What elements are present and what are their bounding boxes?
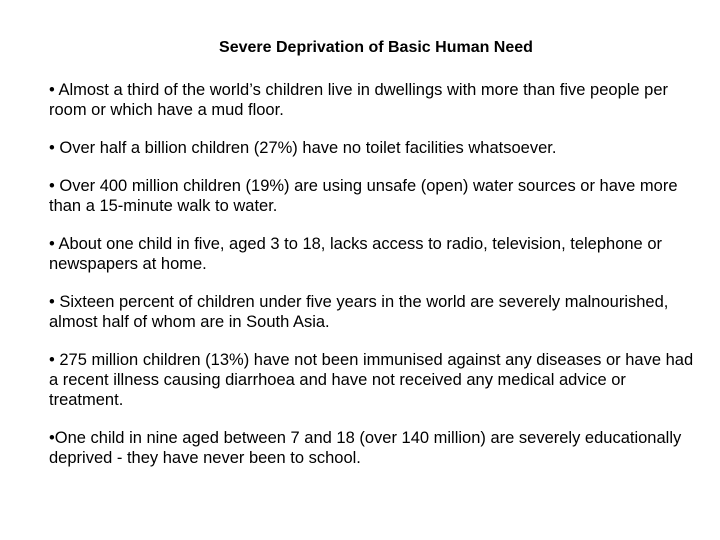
bullet-item-dwellings: • Almost a third of the world’s children live in dwellings with more than five people per room or which have a mud floor. bbox=[49, 81, 669, 119]
slide-title: Severe Deprivation of Basic Human Need bbox=[219, 39, 533, 56]
bullet-list bbox=[49, 80, 699, 486]
bullet-item-education: •One child in nine aged between 7 and 18 (over 140 million) are severely educationally deprived - they have never been to school. bbox=[49, 429, 682, 467]
bullet-item-malnourished: • Sixteen percent of children under five years in the world are severely malnourished, almost half of whom are in South Asia. bbox=[49, 293, 669, 331]
bullet-item-health: • 275 million children (13%) have not been immunised against any diseases or have had a recent illness causing diarrhoea and have not received any medical advice or treatment. bbox=[49, 351, 694, 409]
bullet-item-information: • About one child in five, aged 3 to 18, lacks access to radio, television, telephone or newspapers at home. bbox=[49, 235, 662, 273]
bullet-item-toilets: • Over half a billion children (27%) have no toilet facilities whatsoever. bbox=[49, 139, 557, 157]
bullet-item-water: • Over 400 million children (19%) are using unsafe (open) water sources or have more than a 15-minute walk to water. bbox=[49, 177, 678, 215]
